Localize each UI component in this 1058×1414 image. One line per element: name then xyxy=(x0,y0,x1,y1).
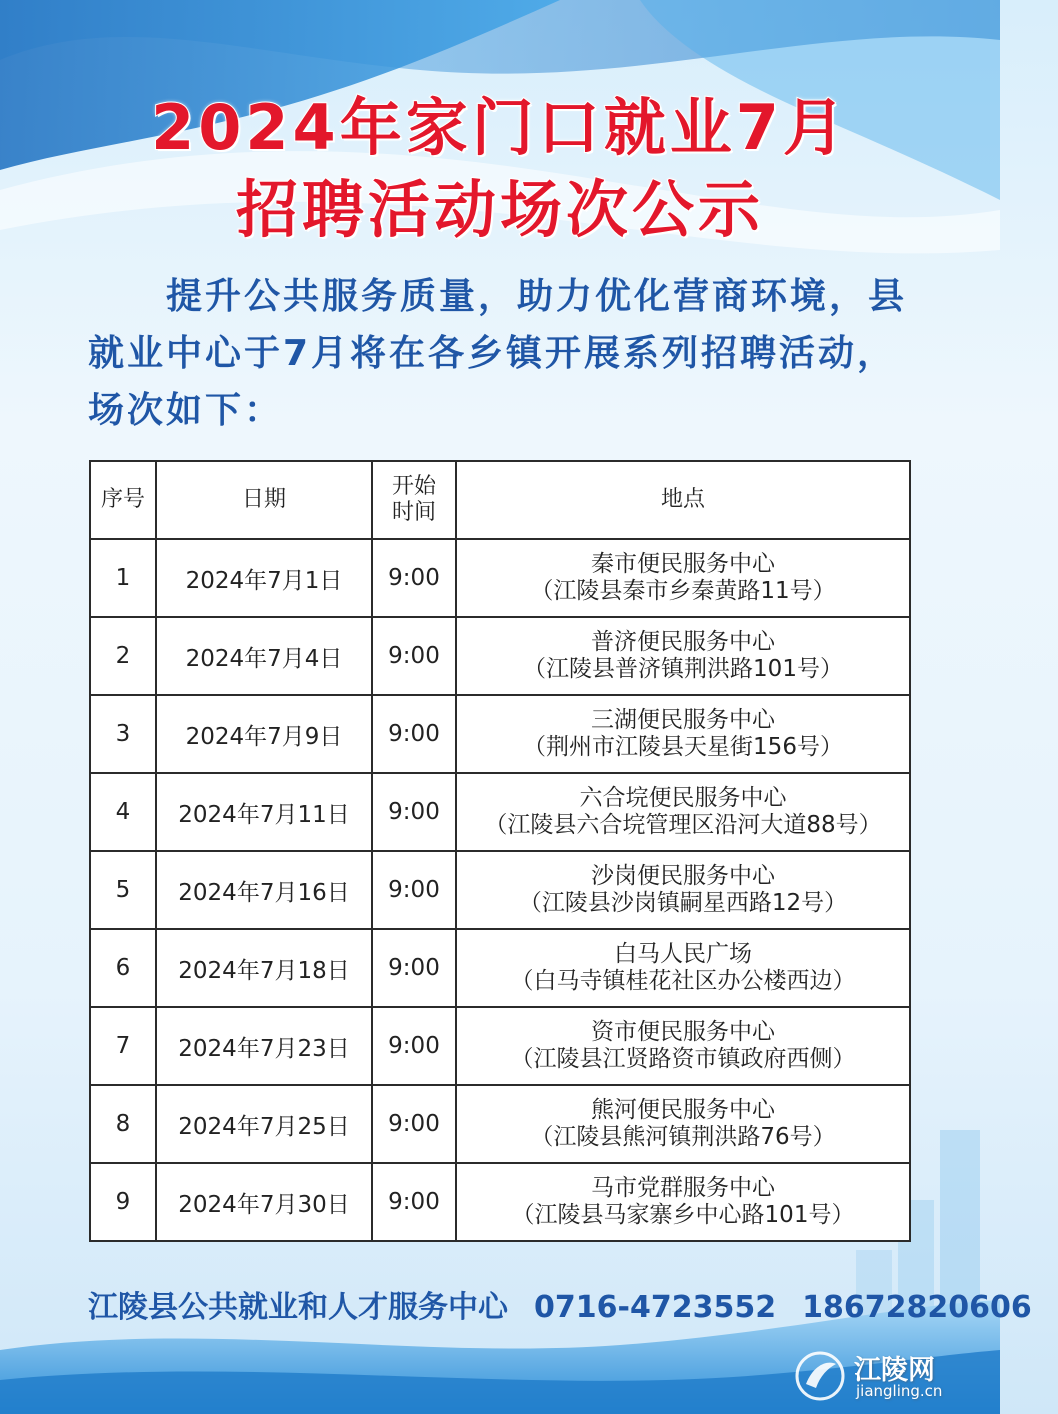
row-time: 9:00 xyxy=(372,1007,456,1085)
table-row xyxy=(90,773,910,851)
row-address: （荆州市江陵县天星街156号） xyxy=(523,734,843,760)
row-address: （白马寺镇桂花社区办公楼西边） xyxy=(510,968,856,994)
row-address: （江陵县江贤路资市镇政府西侧） xyxy=(510,1046,856,1072)
row-address: （江陵县普济镇荆洪路101号） xyxy=(523,656,843,682)
row-time: 9:00 xyxy=(372,695,456,773)
row-venue: 马市党群服务中心 xyxy=(591,1175,775,1201)
header-time-line2: 时间 xyxy=(391,500,436,525)
row-time: 9:00 xyxy=(372,851,456,929)
row-date: 2024年7月1日 xyxy=(156,539,372,617)
row-no: 5 xyxy=(90,851,156,929)
row-time: 9:00 xyxy=(372,617,456,695)
footer-phone1: 0716-4723552 xyxy=(534,1290,777,1325)
table-row xyxy=(90,929,910,1007)
row-venue: 三湖便民服务中心 xyxy=(591,707,775,733)
row-time: 9:00 xyxy=(372,929,456,1007)
site-watermark xyxy=(794,1346,984,1404)
contact-footer xyxy=(88,1282,1032,1326)
row-venue: 沙岗便民服务中心 xyxy=(591,863,775,889)
row-venue: 白马人民广场 xyxy=(614,941,752,967)
watermark-url: jiangling.cn xyxy=(856,1382,943,1400)
table-row xyxy=(90,617,910,695)
row-address: （江陵县秦市乡秦黄路11号） xyxy=(530,578,836,604)
watermark-name: 江陵网 xyxy=(854,1355,935,1386)
row-date: 2024年7月16日 xyxy=(156,851,372,929)
row-time: 9:00 xyxy=(372,1085,456,1163)
row-no: 3 xyxy=(90,695,156,773)
row-no: 9 xyxy=(90,1163,156,1241)
intro-paragraph: 提升公共服务质量，助力优化营商环境，县就业中心于7月将在各乡镇开展系列招聘活动，场次如下： xyxy=(88,276,908,431)
row-date: 2024年7月18日 xyxy=(156,929,372,1007)
row-venue: 熊河便民服务中心 xyxy=(591,1097,775,1123)
table-row xyxy=(90,539,910,617)
row-time: 9:00 xyxy=(372,773,456,851)
row-date: 2024年7月4日 xyxy=(156,617,372,695)
row-location xyxy=(456,617,910,695)
row-venue: 普济便民服务中心 xyxy=(591,629,775,655)
row-no: 6 xyxy=(90,929,156,1007)
row-date: 2024年7月25日 xyxy=(156,1085,372,1163)
row-date: 2024年7月30日 xyxy=(156,1163,372,1241)
table-row xyxy=(90,851,910,929)
row-location xyxy=(456,773,910,851)
table-header-row xyxy=(90,461,910,539)
row-no: 8 xyxy=(90,1085,156,1163)
table-row xyxy=(90,1007,910,1085)
row-date: 2024年7月9日 xyxy=(156,695,372,773)
row-venue: 六合垸便民服务中心 xyxy=(579,785,787,811)
row-location xyxy=(456,539,910,617)
table-row xyxy=(90,1085,910,1163)
row-address: （江陵县马家寨乡中心路101号） xyxy=(511,1202,855,1228)
row-date: 2024年7月23日 xyxy=(156,1007,372,1085)
page-title-line1: 2024年家门口就业7月 xyxy=(151,91,849,164)
row-time: 9:00 xyxy=(372,1163,456,1241)
row-location xyxy=(456,851,910,929)
row-venue: 秦市便民服务中心 xyxy=(591,551,775,577)
row-no: 7 xyxy=(90,1007,156,1085)
page-title-line2: 招聘活动场次公示 xyxy=(235,173,764,246)
row-venue: 资市便民服务中心 xyxy=(591,1019,775,1045)
schedule-table xyxy=(89,460,911,1242)
row-date: 2024年7月11日 xyxy=(156,773,372,851)
row-location xyxy=(456,1163,910,1241)
header-location: 地点 xyxy=(456,461,910,539)
row-no: 1 xyxy=(90,539,156,617)
row-address: （江陵县熊河镇荆洪路76号） xyxy=(530,1124,836,1150)
row-no: 2 xyxy=(90,617,156,695)
table-row xyxy=(90,695,910,773)
header-time-line1: 开始 xyxy=(391,474,436,499)
table-row xyxy=(90,1163,910,1241)
row-address: （江陵县六合垸管理区沿河大道88号） xyxy=(484,812,882,838)
header-no: 序号 xyxy=(90,461,156,539)
row-address: （江陵县沙岗镇嗣星西路12号） xyxy=(518,890,848,916)
header-date: 日期 xyxy=(156,461,372,539)
footer-org: 江陵县公共就业和人才服务中心 xyxy=(88,1290,508,1325)
row-location xyxy=(456,695,910,773)
row-location xyxy=(456,929,910,1007)
row-location xyxy=(456,1007,910,1085)
jiangling-logo-icon xyxy=(794,1350,846,1402)
row-no: 4 xyxy=(90,773,156,851)
row-time: 9:00 xyxy=(372,539,456,617)
header-time xyxy=(372,461,456,539)
footer-phone2: 18672820606 xyxy=(802,1290,1032,1325)
row-location xyxy=(456,1085,910,1163)
